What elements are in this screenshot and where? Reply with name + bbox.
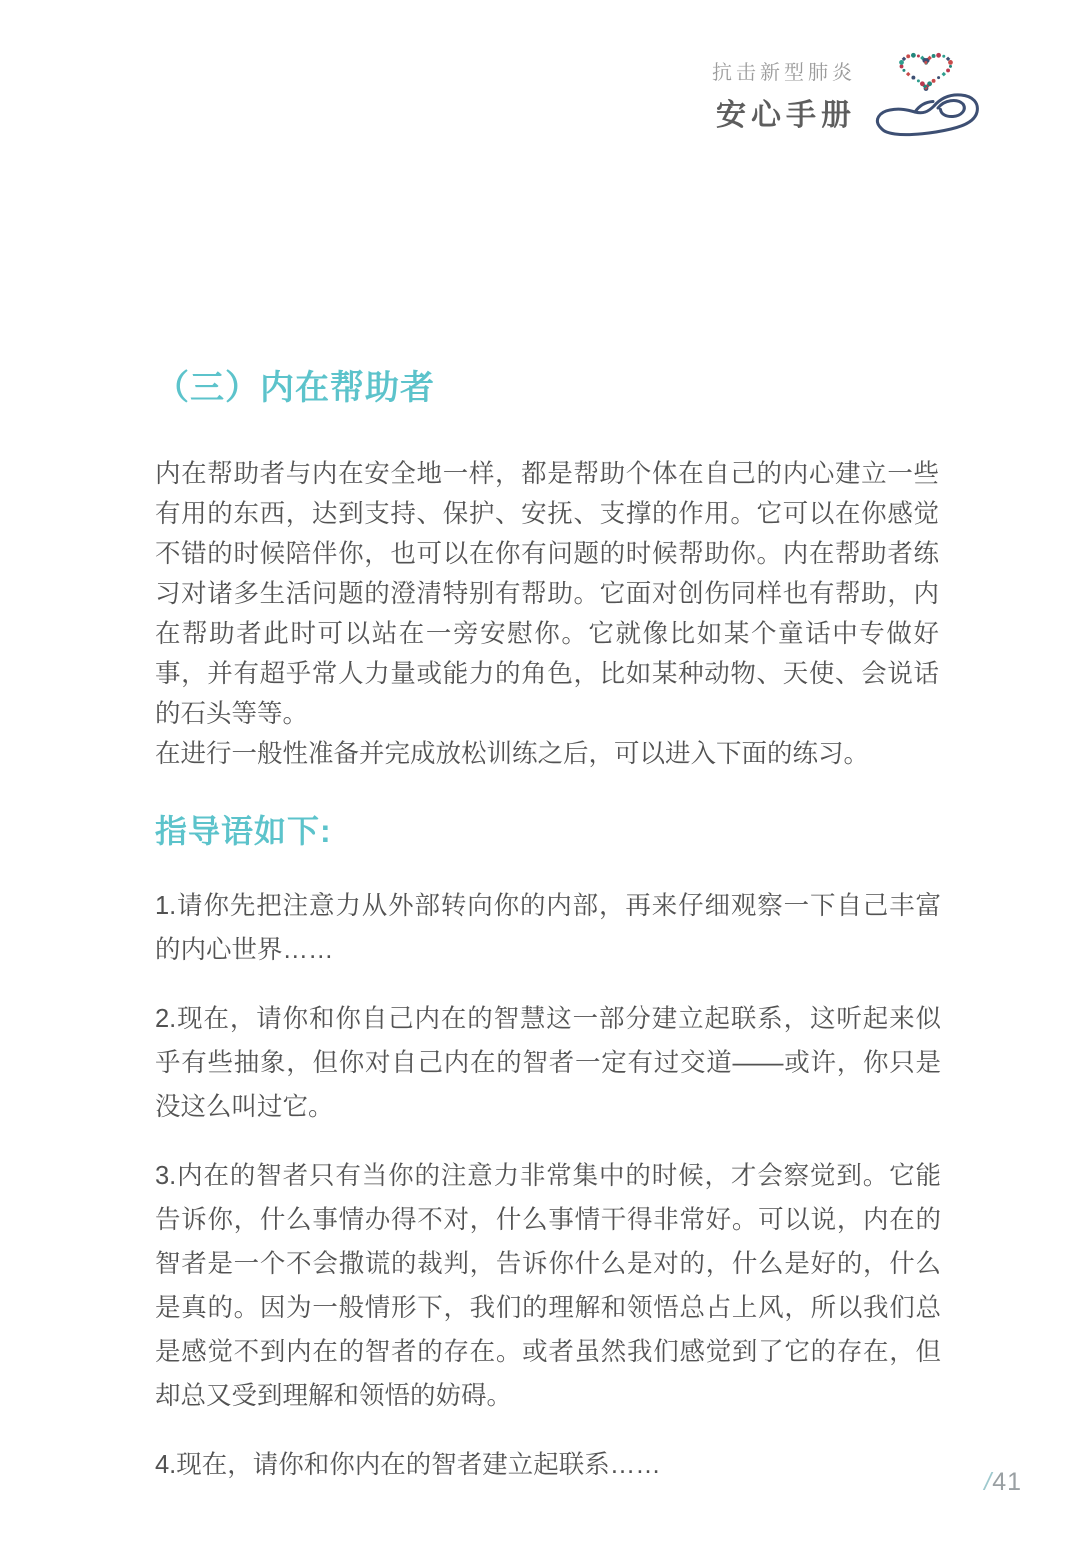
page-number [984,1468,1022,1497]
logo-title: 安心手册 [716,99,856,132]
heart-in-hand-icon [866,44,984,148]
logo-tagline: 抗击新型肺炎 [712,62,856,84]
page-number-value: 41 [992,1468,1022,1496]
handbook-logo [712,44,984,148]
step-item: 3.内在的智者只有当你的注意力非常集中的时候，才会察觉到。它能告诉你，什么事情办得不对，什么事情干得非常好。可以说，内在的智者是一个不会撒谎的裁判，告诉你什么是对的，什么是好的，什么是真的。因为一般情形下，我们的理解和领悟总占上风，所以我们总是感觉不到内在的智者的存在。或者虽然我们感觉到了它的存在，但却总又受到理解和领悟的妨碍。 [155,1162,941,1410]
intro-paragraph: 在进行一般性准备并完成放松训练之后，可以进入下面的练习。 [155,740,870,768]
sub-heading: 指导语如下: [155,813,332,849]
step-item: 1.请你先把注意力从外部转向你的内部，再来仔细观察一下自己丰富的内心世界…… [155,892,941,964]
intro-paragraph: 内在帮助者与内在安全地一样，都是帮助个体在自己的内心建立一些有用的东西，达到支持、保护、安抚、支撑的作用。它可以在你感觉不错的时候陪伴你，也可以在你有问题的时候帮助你。内在帮助者练习对诸多生活问题的澄清特别有帮助。它面对创伤同样也有帮助，内在帮助者此时可以站在一旁安慰你。它就像比如某个童话中专做好事，并有超乎常人力量或能力的角色，比如某种动物、天使、会说话的石头等等。 [155,460,939,728]
intro-text [155,454,939,774]
section-heading: （三）内在帮助者 [155,369,435,407]
step-item: 4.现在，请你和你内在的智者建立起联系…… [155,1451,661,1479]
open-hand-icon [877,95,977,135]
page-number-slash: / [984,1468,993,1496]
step-item: 2.现在，请你和你自己内在的智慧这一部分建立起联系，这听起来似乎有些抽象，但你对自己内在的智者一定有过交道——或许，你只是没这么叫过它。 [155,1005,941,1121]
dotted-heart-icon [899,53,953,91]
guidance-steps [155,884,941,1487]
logo-text [712,56,856,148]
